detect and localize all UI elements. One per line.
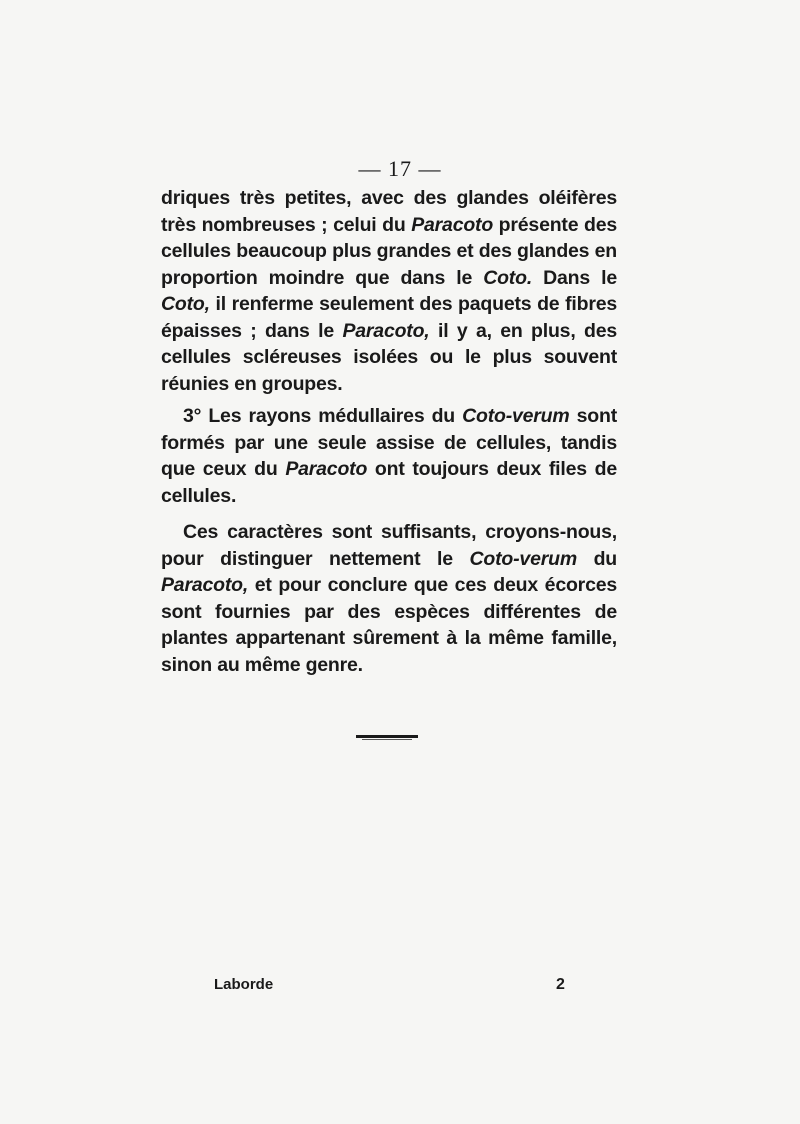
italic-term: Paracoto, — [342, 319, 430, 342]
paragraph-2 — [161, 403, 617, 509]
text-run: du — [576, 547, 618, 570]
section-divider — [356, 735, 418, 738]
body-text — [161, 185, 617, 678]
page-number: — 17 — — [358, 156, 442, 181]
italic-term: Paracoto, — [161, 574, 249, 596]
text-run: Dans le — [532, 266, 617, 289]
text-run: Ces caractères sont suffisants, croyons-nous, pour distinguer nettement le — [161, 521, 617, 570]
text-run: 3° Les rayons médullaires du — [183, 405, 463, 427]
italic-term: Coto. — [483, 266, 533, 289]
text-run: ont toujours deux files de cellules. — [161, 458, 617, 507]
italic-term: Paracoto — [411, 213, 494, 236]
paragraph-1 — [161, 185, 617, 397]
paragraph-3 — [161, 519, 617, 678]
footer-signature-mark: 2 — [556, 976, 565, 993]
text-run: il renferme seulement des paquets de fibres épaisses ; dans le — [161, 293, 617, 342]
italic-term: Coto-verum — [469, 547, 577, 570]
text-run: sont formés par une seule assise de cellules, tandis que ceux du — [161, 405, 617, 480]
footer-author: Laborde — [214, 976, 274, 993]
text-run: il y a, en plus, des cellules scléreuses isolées ou le plus souvent réunies en groupes. — [161, 319, 617, 395]
text-run: et pour conclure que ces deux écorces sont fournies par des espèces différentes de plantes appartenant sûrement à la même famille, sinon au même genre. — [161, 574, 617, 676]
italic-term: Coto, — [161, 293, 210, 315]
italic-term: Coto-verum — [462, 405, 570, 427]
text-run: présente des cellules beaucoup plus grandes et des glandes en proportion moindre que dans le — [161, 213, 617, 289]
italic-term: Paracoto — [285, 458, 368, 480]
text-run: driques très petites, avec des glandes oléifères très nombreuses ; celui du — [161, 187, 617, 236]
